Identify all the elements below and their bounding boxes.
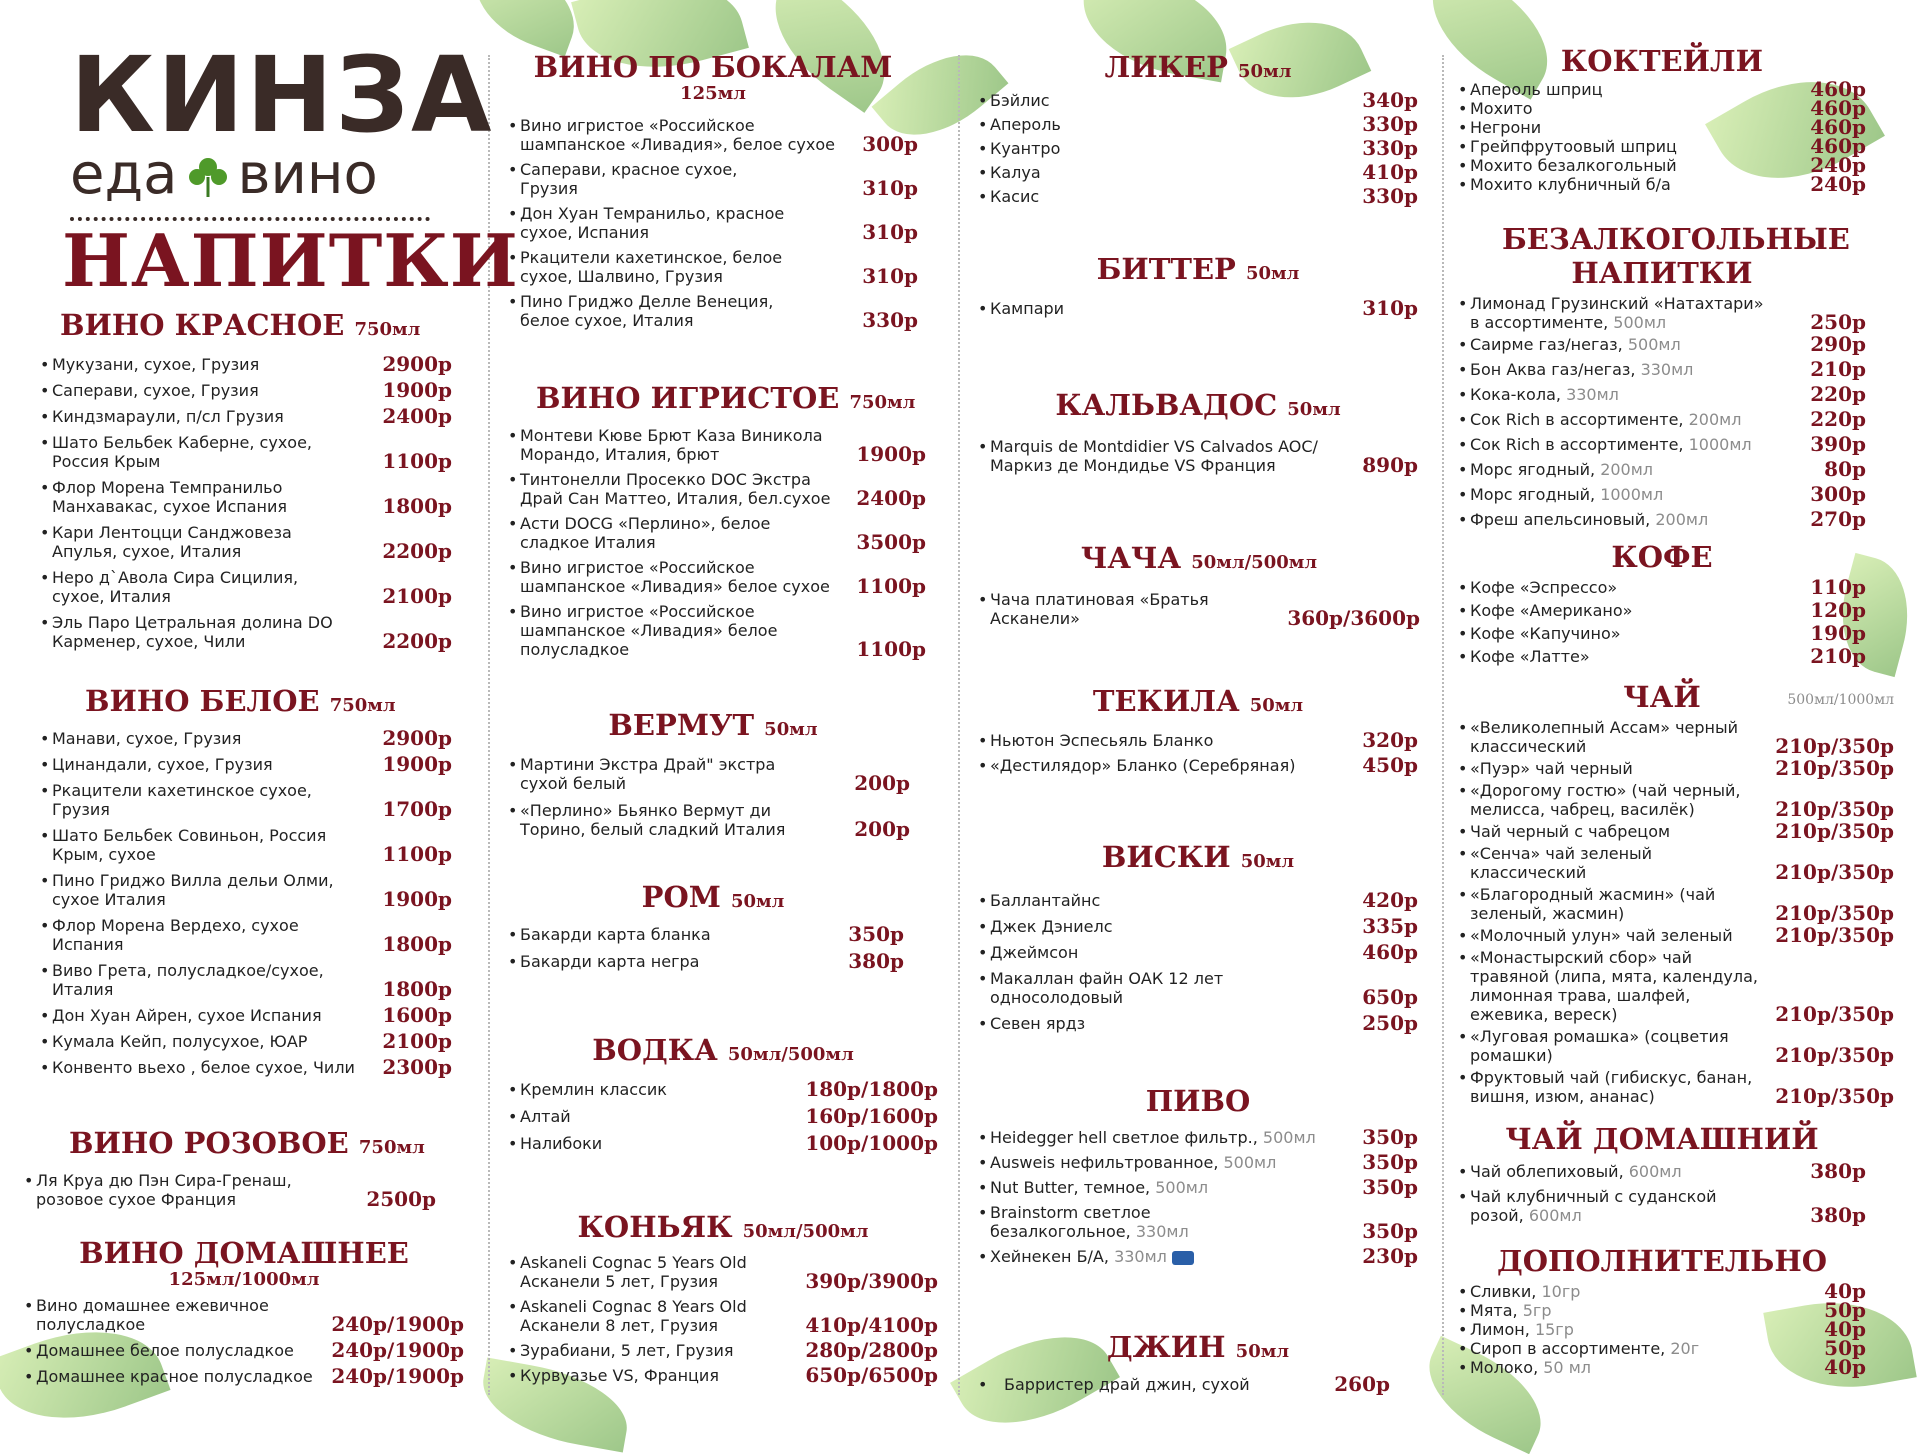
section-tea (1458, 680, 1894, 1106)
menu-item: • «Дорогому гостю» (чай черный, мелисса, чабрец, василёк) 210р/350р (1458, 781, 1894, 819)
menu-item: • Куантро 330р (978, 139, 1418, 158)
menu-item: • Неро д`Авола Сира Сицилия, сухое, Италия 2100р (40, 568, 452, 606)
menu-item: • Вино игристое «Российское шампанское «Ливадия», белое сухое 300р (508, 116, 918, 154)
menu-item: • Кумала Кейп, полусухое, ЮАР 2100р (40, 1032, 452, 1051)
heineken-logo-icon (1172, 1251, 1194, 1265)
menu-item: • Виво Грета, полусладкое/сухое, Италия 1800р (40, 961, 452, 999)
section-chacha (978, 541, 1420, 628)
item-list (978, 437, 1418, 475)
item-list (978, 590, 1420, 628)
item-list (978, 1372, 1418, 1396)
menu-item: • Бон Аква газ/негаз, 330мл 210р (1458, 360, 1866, 379)
menu-item: • Ркацители кахетинское, белое сухое, Шалвино, Грузия 310р (508, 248, 918, 286)
menu-item: • Зурабиани, 5 лет, Грузия 280р/2800р (508, 1341, 938, 1360)
logo-wordmark: КИНЗА (70, 34, 494, 156)
menu-item: • Лимонад Грузинский «Натахтари» в ассортименте, 500мл 250р (1458, 294, 1866, 332)
section-red-wine (40, 308, 452, 658)
menu-item: • Баллантайнс 420р (978, 891, 1418, 910)
menu-item: • Севен ярдз 250р (978, 1014, 1418, 1033)
menu-item: • Мукузани, сухое, Грузия 2900р (40, 355, 452, 374)
menu-item: • Чай облепиховый, 600мл 380р (1458, 1162, 1866, 1181)
menu-item: • Мохито клубничный б/а 240р (1458, 175, 1866, 194)
menu-item: • Askaneli Cognac 5 Years Old Асканели 5 лет, Грузия 390р/3900р (508, 1253, 938, 1291)
menu-item: • Marquis de Montdidier VS Calvados AOC/ Маркиз де Мондидье VS Франция 890р (978, 437, 1418, 475)
menu-item: • Эль Паро Цетральная долина DO Карменер, сухое, Чили 2200р (40, 613, 452, 651)
menu-item: • Чача платиновая «Братья Асканели» 360р/3600р (978, 590, 1420, 628)
menu-item: • Мартини Экстра Драй" экстра сухой белый 200р (508, 755, 918, 793)
menu-item: • Ля Круа дю Пэн Сира-Гренаш, розовое сухое Франция 2500р (24, 1171, 436, 1209)
menu-item: • Кофе «Капучино» 190р (1458, 624, 1866, 643)
menu-item: • Макаллан файн ОАК 12 лет односолодовый 650р (978, 969, 1418, 1007)
section-title: КОФЕ (1611, 540, 1713, 574)
section-title: РОМ 50мл (641, 880, 785, 914)
menu-item: • Ньютон Эспесьяль Бланко 320р (978, 731, 1418, 750)
menu-item: • Чай черный с чабрецом 210р/350р (1458, 822, 1894, 841)
section-title: ПИВО (1145, 1084, 1251, 1118)
menu-item: • Heidegger hell светлое фильтр., 500мл 350р (978, 1128, 1418, 1147)
menu-item: • Морс ягодный, 1000мл 300р (1458, 485, 1866, 504)
section-title: ЧАЙ ДОМАШНИЙ (1505, 1122, 1819, 1156)
menu-item: • Askaneli Cognac 8 Years Old Асканели 8 лет, Грузия 410р/4100р (508, 1297, 938, 1335)
section-title: ЧАЧА 50мл/500мл (1080, 541, 1318, 575)
menu-item: • Флор Морена Вердехо, сухое Испания 1800р (40, 916, 452, 954)
section-coffee (1458, 540, 1866, 666)
menu-item: • Пино Гриджо Делле Венеция, белое сухое, Италия 330р (508, 292, 918, 330)
brand-logo (70, 34, 494, 221)
menu-item: • Тинтонелли Просекко DOC Экстра Драй Сан Маттео, Италия, бел.сухое 2400р (508, 470, 926, 508)
section-extras (1458, 1244, 1866, 1377)
section-title: КАЛЬВАДОС 50мл (1055, 388, 1341, 422)
section-title: ВИНО БЕЛОЕ 750мл (85, 684, 396, 718)
menu-item: • «Великолепный Ассам» черный классический 210р/350р (1458, 718, 1894, 756)
menu-item: • Кари Лентоцци Санджовеза Апулья, сухое, Италия 2200р (40, 523, 452, 561)
item-list (978, 296, 1418, 320)
menu-item: • Кофе «Американо» 120р (1458, 601, 1866, 620)
section-bitter (978, 252, 1418, 318)
menu-item: • «Дестилядор» Бланко (Серебряная) 450р (978, 756, 1418, 775)
item-list (978, 88, 1418, 208)
menu-item: • Манави, сухое, Грузия 2900р (40, 729, 452, 748)
section-beer (978, 1084, 1418, 1266)
menu-item: • Курвуазье VS, Франция 650р/6500р (508, 1366, 938, 1385)
logo-tagline-right: вино (237, 142, 378, 207)
menu-item: • Лимон, 15гр 40р (1458, 1320, 1866, 1339)
menu-item: • Ausweis нефильтрованное, 500мл 350р (978, 1153, 1418, 1172)
menu-item: • Шато Бельбек Каберне, сухое, Россия Крым 1100р (40, 433, 452, 471)
menu-item: • Мята, 5гр 50р (1458, 1301, 1866, 1320)
menu-item: • Дон Хуан Темранильо, красное сухое, Испания 310р (508, 204, 918, 242)
section-title: КОКТЕЙЛИ (1560, 44, 1764, 78)
menu-item: • Пино Гриджо Вилла дельи Олми, сухое Италия 1900р (40, 871, 452, 909)
section-soft-drinks (1458, 222, 1866, 529)
section-volume: 500мл/1000мл (1787, 692, 1894, 708)
section-title: ДОПОЛНИТЕЛЬНО (1496, 1244, 1828, 1278)
menu-item: • Сливки, 10гр 40р (1458, 1282, 1866, 1301)
menu-item: • Саирме газ/негаз, 500мл 290р (1458, 335, 1866, 354)
menu-item: • Сок Rich в ассортименте, 200мл 220р (1458, 410, 1866, 429)
section-title: КОНЬЯК 50мл/500мл (577, 1210, 869, 1244)
item-list (978, 728, 1418, 777)
menu-item: • Кампари 310р (978, 299, 1418, 318)
menu-item: • Кофе «Латте» 210р (1458, 647, 1866, 666)
menu-item: • Барристер драй джин, сухой 260р (978, 1375, 1418, 1394)
section-title: ВИНО ПО БОКАЛАМ (533, 50, 893, 84)
section-title: ВИНО ИГРИСТОЕ 750мл (536, 381, 916, 415)
item-list (508, 922, 918, 973)
section-sparkling-wine (508, 381, 926, 659)
menu-item: • «Монастырский сбор» чай травяной (липа, мята, календула, лимонная трава, шалфей, ежевика, вереск) 210р/350р (1458, 948, 1894, 1024)
menu-item: • Сироп в ассортименте, 20г 50р (1458, 1339, 1866, 1358)
section-rose-wine (24, 1126, 436, 1209)
item-list (24, 1296, 464, 1386)
menu-item: • Мохито 460р (1458, 99, 1866, 118)
item-list (1458, 77, 1866, 196)
column-divider (958, 55, 960, 1395)
section-title: ДЖИН 50мл (1106, 1330, 1290, 1364)
menu-item: • Brainstorm светлое безалкогольное, 330мл 350р (978, 1203, 1418, 1241)
section-title: ВИНО РОЗОВОЕ 750мл (69, 1126, 425, 1160)
menu-item: • Фруктовый чай (гибискус, банан, вишня, изюм, ананас) 210р/350р (1458, 1068, 1894, 1106)
section-home-tea (1458, 1122, 1866, 1225)
menu-item: • Кремлин классик 180р/1800р (508, 1080, 938, 1099)
section-title: ЧАЙ (1623, 680, 1701, 714)
section-cognac (508, 1210, 938, 1385)
menu-item: • Мохито безалкогольный 240р (1458, 156, 1866, 175)
menu-item: • Хейнекен Б/А, 330мл 230р (978, 1247, 1418, 1266)
logo-tagline-left: еда (70, 142, 178, 207)
menu-item: • «Благородный жасмин» (чай зеленый, жасмин) 210р/350р (1458, 885, 1894, 923)
section-title: ВИСКИ 50мл (1101, 840, 1295, 874)
menu-item: • Бэйлис 340р (978, 91, 1418, 110)
item-list (508, 426, 926, 659)
menu-item: • Вино домашнее ежевичное полусладкое 240р/1900р (24, 1296, 464, 1334)
menu-item: • Калуа 410р (978, 163, 1418, 182)
menu-item: • Джеймсон 460р (978, 943, 1418, 962)
menu-item: • Алтай 160р/1600р (508, 1107, 938, 1126)
section-subtitle: 125мл/1000мл (168, 1269, 320, 1290)
item-list (1458, 718, 1894, 1106)
section-title: ЛИКЕР 50мл (1104, 50, 1292, 84)
menu-item: • Кофе «Эспрессо» 110р (1458, 578, 1866, 597)
section-title: ВОДКА 50мл/500мл (592, 1033, 854, 1067)
coriander-leaf-icon (188, 153, 228, 197)
section-subtitle: 125мл (680, 83, 746, 104)
menu-item: • Бакарди карта негра 380р (508, 952, 918, 971)
item-list (978, 888, 1418, 1035)
menu-item: • Киндзмараули, п/сл Грузия 2400р (40, 407, 452, 426)
menu-item: • Саперави, красное сухое, Грузия 310р (508, 160, 918, 198)
menu-item: • Флор Морена Темпранильо Манхавакас, сухое Испания 1800р (40, 478, 452, 516)
section-title: БИТТЕР 50мл (1096, 252, 1300, 286)
menu-item: • Апероль шприц 460р (1458, 80, 1866, 99)
menu-item: • Сок Rich в ассортименте, 1000мл 390р (1458, 435, 1866, 454)
menu-item: • Джек Дэниелс 335р (978, 917, 1418, 936)
menu-item: • Апероль 330р (978, 115, 1418, 134)
item-list (40, 352, 452, 653)
menu-item: • «Сенча» чай зеленый классический 210р/350р (1458, 844, 1894, 882)
menu-item: • Саперави, сухое, Грузия 1900р (40, 381, 452, 400)
menu-item: • Кока-кола, 330мл 220р (1458, 385, 1866, 404)
section-wine-by-glass (508, 50, 918, 330)
item-list (978, 1125, 1418, 1268)
menu-item: • Шато Бельбек Совиньон, Россия Крым, сухое 1100р (40, 826, 452, 864)
item-list (508, 116, 918, 330)
section-title: ВИНО ДОМАШНЕЕ (79, 1236, 409, 1270)
item-list (1458, 1159, 1866, 1227)
item-list (508, 1253, 938, 1385)
section-cocktails (1458, 44, 1866, 194)
section-title: ВЕРМУТ 50мл (608, 708, 818, 742)
section-white-wine (40, 684, 452, 1084)
menu-item: • Цинандали, сухое, Грузия 1900р (40, 755, 452, 774)
section-whisky (978, 840, 1418, 1033)
menu-item: • Налибоки 100р/1000р (508, 1134, 938, 1153)
section-title: БЕЗАЛКОГОЛЬНЫЕ НАПИТКИ (1502, 222, 1850, 290)
item-list (1458, 294, 1866, 529)
section-vermouth (508, 708, 918, 839)
item-list (508, 755, 918, 839)
section-house-wine (24, 1236, 464, 1386)
menu-item: • Асти DOCG «Перлино», белое сладкое Италия 3500р (508, 514, 926, 552)
menu-item: • Конвенто вьехо , белое сухое, Чили 2300р (40, 1058, 452, 1077)
menu-item: • Ркацители кахетинское сухое, Грузия 1700р (40, 781, 452, 819)
section-vodka (508, 1033, 938, 1153)
menu-item: • «Перлино» Бьянко Вермут ди Торино, белый сладкий Италия 200р (508, 801, 918, 839)
column-divider (1442, 55, 1444, 1395)
item-list (24, 1171, 436, 1209)
menu-item: • «Луговая ромашка» (соцветия ромашки) 210р/350р (1458, 1027, 1894, 1065)
menu-item: • Касис 330р (978, 187, 1418, 206)
menu-item: • Грейпфрутоовый шприц 460р (1458, 137, 1866, 156)
section-tequila (978, 684, 1418, 775)
menu-item: • Вино игристое «Российское шампанское «Ливадия» белое полусладкое 1100р (508, 602, 926, 659)
menu-item: • Морс ягодный, 200мл 80р (1458, 460, 1866, 479)
section-liqueur (978, 50, 1418, 206)
menu-item: • Негрони 460р (1458, 118, 1866, 137)
page-title: НАПИТКИ (62, 218, 519, 303)
menu-item: • Бакарди карта бланка 350р (508, 925, 918, 944)
menu-item: • Nut Butter, темное, 500мл 350р (978, 1178, 1418, 1197)
item-list (40, 726, 452, 1079)
section-title: ТЕКИЛА 50мл (1092, 684, 1304, 718)
menu-item: • Домашнее красное полусладкое 240р/1900р (24, 1367, 464, 1386)
section-rum (508, 880, 918, 971)
item-list (1458, 1279, 1866, 1379)
menu-item: • Фреш апельсиновый, 200мл 270р (1458, 510, 1866, 529)
menu-item: • Монтеви Кюве Брют Каза Виникола Морандо, Италия, брют 1900р (508, 426, 926, 464)
menu-item: • Вино игристое «Российское шампанское «Ливадия» белое сухое 1100р (508, 558, 926, 596)
menu-item: • «Пуэр» чай черный 210р/350р (1458, 759, 1894, 778)
item-list (1458, 575, 1866, 668)
section-calvados (978, 388, 1418, 475)
menu-item: • «Молочный улун» чай зеленый 210р/350р (1458, 926, 1894, 945)
section-gin (978, 1330, 1418, 1394)
section-title: ВИНО КРАСНОЕ 750мл (60, 308, 421, 342)
menu-item: • Чай клубничный с суданской розой, 600мл 380р (1458, 1187, 1866, 1225)
item-list (508, 1077, 938, 1155)
menu-item: • Молоко, 50 мл 40р (1458, 1358, 1866, 1377)
menu-item: • Дон Хуан Айрен, сухое Испания 1600р (40, 1006, 452, 1025)
menu-item: • Домашнее белое полусладкое 240р/1900р (24, 1341, 464, 1360)
